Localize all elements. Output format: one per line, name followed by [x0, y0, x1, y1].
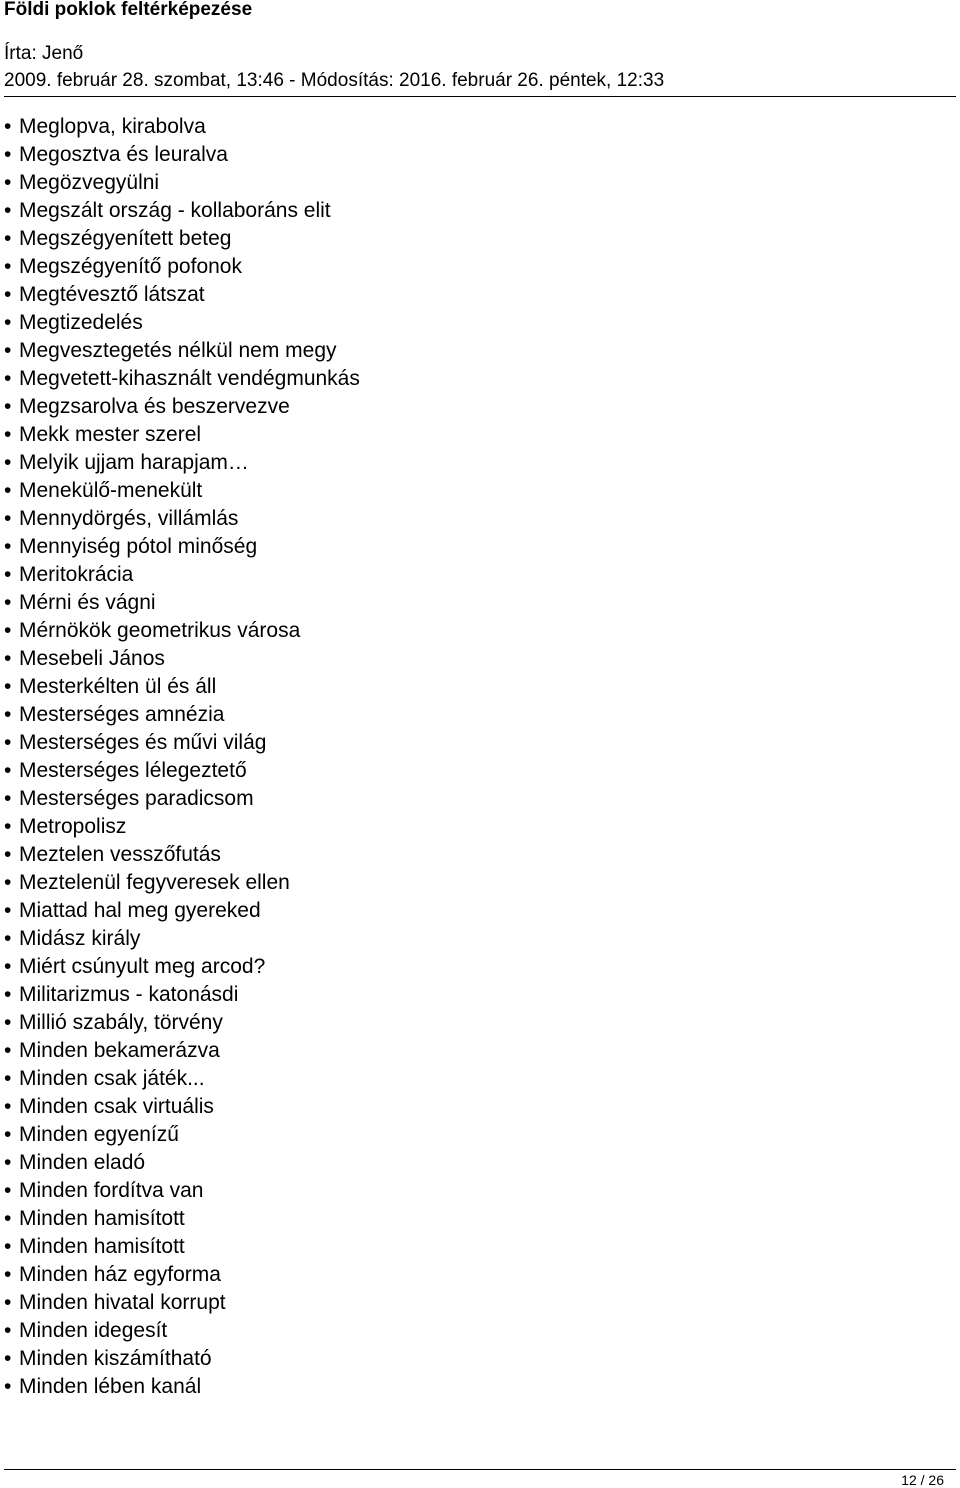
- list-item-text: Megvetett-kihasznált vendégmunkás: [19, 367, 360, 390]
- bullet-icon: •: [4, 367, 12, 390]
- list-item: [4, 841, 360, 869]
- list-item-text: Mennyiség pótol minőség: [19, 535, 258, 558]
- bullet-icon: •: [4, 255, 12, 278]
- list-item-text: Miattad hal meg gyereked: [19, 899, 261, 922]
- list-item-text: Meglopva, kirabolva: [19, 115, 206, 138]
- list-item: [4, 1317, 360, 1345]
- bullet-icon: •: [4, 339, 12, 362]
- list-item-text: Meztelen vesszőfutás: [19, 843, 221, 866]
- list-item-text: Minden egyenízű: [19, 1123, 179, 1146]
- list-item: [4, 925, 360, 953]
- list-item: [4, 953, 360, 981]
- list-item: [4, 869, 360, 897]
- list-item: [4, 1121, 360, 1149]
- list-item: [4, 813, 360, 841]
- list-item-text: Mesterséges lélegeztető: [19, 759, 247, 782]
- bullet-icon: •: [4, 1291, 12, 1314]
- list-item-text: Melyik ujjam harapjam…: [19, 451, 249, 474]
- document-title: Földi poklok feltérképezése: [4, 0, 253, 20]
- list-item-text: Megszált ország - kollaboráns elit: [19, 199, 331, 222]
- list-item: [4, 365, 360, 393]
- list-item: [4, 1345, 360, 1373]
- list-item-text: Miért csúnyult meg arcod?: [19, 955, 266, 978]
- list-item-text: Minden csak játék...: [19, 1067, 205, 1090]
- bullet-icon: •: [4, 1235, 12, 1258]
- list-item-text: Mérni és vágni: [19, 591, 156, 614]
- bullet-icon: •: [4, 1207, 12, 1230]
- list-item: [4, 561, 360, 589]
- bullet-icon: •: [4, 1067, 12, 1090]
- document-dates: 2009. február 28. szombat, 13:46 - Módosítás: 2016. február 26. péntek, 12:33: [4, 70, 665, 91]
- list-item-text: Minden hamisított: [19, 1235, 185, 1258]
- bullet-icon: •: [4, 787, 12, 810]
- list-item: [4, 1065, 360, 1093]
- list-item: [4, 729, 360, 757]
- list-item: [4, 757, 360, 785]
- list-item: [4, 1289, 360, 1317]
- bullet-icon: •: [4, 171, 12, 194]
- list-item: [4, 589, 360, 617]
- list-item-text: Mesebeli János: [19, 647, 165, 670]
- bullet-icon: •: [4, 283, 12, 306]
- list-item-text: Minden idegesít: [19, 1319, 168, 1342]
- list-item-text: Minden kiszámítható: [19, 1347, 212, 1370]
- bullet-icon: •: [4, 703, 12, 726]
- list-item-text: Minden eladó: [19, 1151, 146, 1174]
- bullet-icon: •: [4, 1179, 12, 1202]
- bullet-icon: •: [4, 1151, 12, 1174]
- bullet-icon: •: [4, 675, 12, 698]
- bullet-icon: •: [4, 563, 12, 586]
- list-item: [4, 981, 360, 1009]
- list-item-text: Mennydörgés, villámlás: [19, 507, 239, 530]
- bullet-icon: •: [4, 591, 12, 614]
- list-item-text: Militarizmus - katonásdi: [19, 983, 239, 1006]
- bullet-icon: •: [4, 871, 12, 894]
- list-item-text: Megvesztegetés nélkül nem megy: [19, 339, 337, 362]
- header-divider: [4, 96, 956, 97]
- bullet-icon: •: [4, 507, 12, 530]
- list-item: [4, 393, 360, 421]
- list-item-text: Minden fordítva van: [19, 1179, 204, 1202]
- list-item-text: Megtizedelés: [19, 311, 143, 334]
- list-item-text: Megszégyenített beteg: [19, 227, 232, 250]
- list-item-text: Minden ház egyforma: [19, 1263, 221, 1286]
- bullet-icon: •: [4, 1011, 12, 1034]
- list-item-text: Meritokrácia: [19, 563, 134, 586]
- bullet-icon: •: [4, 731, 12, 754]
- list-item: [4, 477, 360, 505]
- bullet-icon: •: [4, 395, 12, 418]
- bullet-icon: •: [4, 647, 12, 670]
- list-item: [4, 169, 360, 197]
- list-item-text: Minden csak virtuális: [19, 1095, 214, 1118]
- footer-divider: [4, 1469, 956, 1470]
- bullet-icon: •: [4, 1095, 12, 1118]
- list-item-text: Mérnökök geometrikus városa: [19, 619, 301, 642]
- list-item: [4, 197, 360, 225]
- bullet-icon: •: [4, 619, 12, 642]
- bullet-icon: •: [4, 1039, 12, 1062]
- list-item-text: Megzsarolva és beszervezve: [19, 395, 290, 418]
- list-item-text: Minden hivatal korrupt: [19, 1291, 226, 1314]
- list-item: [4, 1261, 360, 1289]
- bullet-icon: •: [4, 759, 12, 782]
- list-item-text: Mesterkélten ül és áll: [19, 675, 217, 698]
- list-item-text: Megtévesztő látszat: [19, 283, 205, 306]
- bullet-icon: •: [4, 423, 12, 446]
- item-list: [4, 113, 360, 1401]
- list-item: [4, 1205, 360, 1233]
- list-item-text: Mesterséges és művi világ: [19, 731, 267, 754]
- list-item: [4, 253, 360, 281]
- bullet-icon: •: [4, 227, 12, 250]
- list-item: [4, 309, 360, 337]
- page-number: 12 / 26: [901, 1472, 944, 1488]
- list-item-text: Minden lében kanál: [19, 1375, 202, 1398]
- list-item-text: Meztelenül fegyveresek ellen: [19, 871, 290, 894]
- list-item: [4, 701, 360, 729]
- list-item: [4, 1037, 360, 1065]
- list-item: [4, 1149, 360, 1177]
- list-item-text: Metropolisz: [19, 815, 127, 838]
- list-item: [4, 1009, 360, 1037]
- list-item: [4, 533, 360, 561]
- list-item: [4, 645, 360, 673]
- list-item: [4, 617, 360, 645]
- list-item-text: Megszégyenítő pofonok: [19, 255, 242, 278]
- document-author: Írta: Jenő: [4, 43, 84, 64]
- bullet-icon: •: [4, 815, 12, 838]
- bullet-icon: •: [4, 983, 12, 1006]
- list-item: [4, 1093, 360, 1121]
- bullet-icon: •: [4, 899, 12, 922]
- bullet-icon: •: [4, 199, 12, 222]
- bullet-icon: •: [4, 479, 12, 502]
- list-item-text: Minden hamisított: [19, 1207, 185, 1230]
- list-item: [4, 673, 360, 701]
- list-item: [4, 337, 360, 365]
- document-header: [4, 0, 956, 92]
- list-item: [4, 897, 360, 925]
- bullet-icon: •: [4, 1123, 12, 1146]
- list-item-text: Megözvegyülni: [19, 171, 160, 194]
- bullet-icon: •: [4, 535, 12, 558]
- bullet-icon: •: [4, 1263, 12, 1286]
- list-item: [4, 113, 360, 141]
- list-item-text: Mesterséges paradicsom: [19, 787, 254, 810]
- bullet-icon: •: [4, 843, 12, 866]
- list-item: [4, 1373, 360, 1401]
- list-item: [4, 225, 360, 253]
- list-item-text: Mesterséges amnézia: [19, 703, 225, 726]
- list-item-text: Midász király: [19, 927, 141, 950]
- list-item: [4, 785, 360, 813]
- list-item: [4, 1233, 360, 1261]
- list-item: [4, 449, 360, 477]
- list-item: [4, 1177, 360, 1205]
- list-item-text: Minden bekamerázva: [19, 1039, 220, 1062]
- list-item: [4, 141, 360, 169]
- bullet-icon: •: [4, 311, 12, 334]
- bullet-icon: •: [4, 955, 12, 978]
- bullet-icon: •: [4, 1347, 12, 1370]
- bullet-icon: •: [4, 115, 12, 138]
- list-item: [4, 421, 360, 449]
- list-item-text: Millió szabály, törvény: [19, 1011, 223, 1034]
- list-item: [4, 505, 360, 533]
- bullet-icon: •: [4, 1375, 12, 1398]
- list-item: [4, 281, 360, 309]
- list-item-text: Megosztva és leuralva: [19, 143, 228, 166]
- bullet-icon: •: [4, 927, 12, 950]
- bullet-icon: •: [4, 1319, 12, 1342]
- list-item-text: Mekk mester szerel: [19, 423, 202, 446]
- bullet-icon: •: [4, 451, 12, 474]
- list-item-text: Menekülő-menekült: [19, 479, 203, 502]
- bullet-icon: •: [4, 143, 12, 166]
